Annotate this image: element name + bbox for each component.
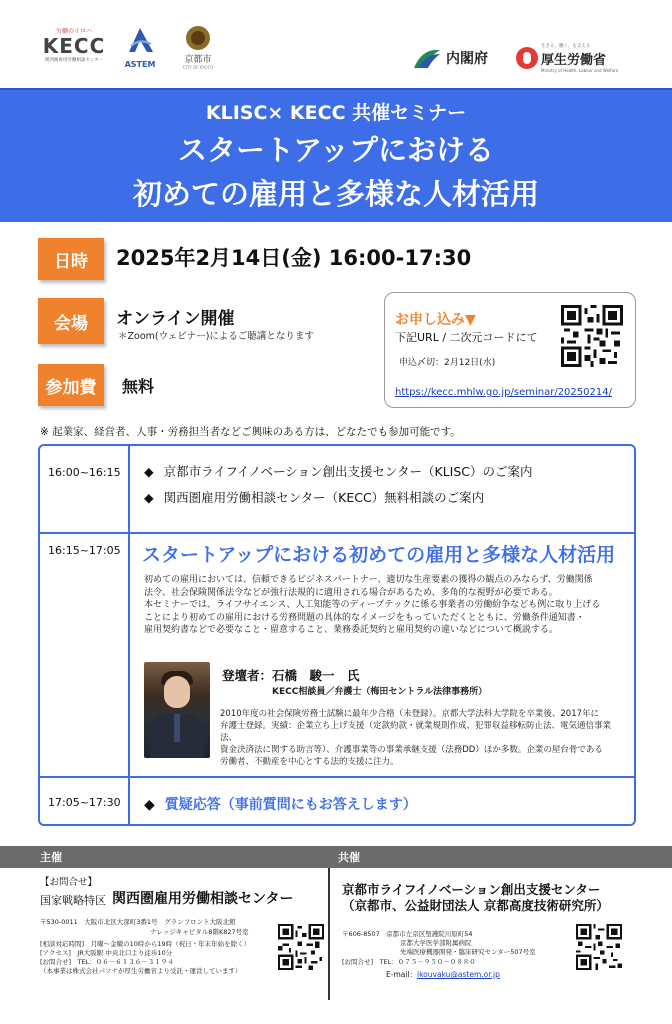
date-label: 日時 [38, 238, 104, 280]
date-value: 2025年2月14日(金) 16:00-17:30 [116, 246, 472, 270]
program-item-klisc [144, 462, 533, 480]
mhlw-name: 厚生労働省 [541, 53, 607, 68]
program-item-text: 関西圏雇用労働相談センター（KECC）無料相談のご案内 [163, 490, 485, 505]
left-info-line: [アクセス] JR大阪駅 中央北口より徒歩10分 [40, 949, 173, 957]
left-info-line: （本事業は株式会社パソナが厚生労働省より受託・運営しています） [40, 967, 242, 975]
apply-title: お申し込み▼ [395, 312, 476, 328]
kecc-logo [42, 26, 106, 63]
apply-qr-code-icon[interactable] [561, 305, 623, 367]
right-org-line1: 京都市ライフイノベーション創出支援センター [342, 882, 601, 897]
program-item-kecc [144, 488, 484, 506]
left-contact-label: 【お問合せ】 [40, 877, 98, 888]
footer-header-bar [0, 846, 672, 868]
description-line: 雇用契約書などで必要なこと・留意すること、業務委託契約と雇用契約の違いなどについて概説する。 [144, 625, 558, 635]
kecc-name: KECC [42, 34, 106, 58]
diamond-bullet-icon: ◆ [144, 490, 154, 505]
cabinet-mark-icon [412, 46, 442, 70]
mhlw-en: Ministry of Health, Labour and Welfare [541, 68, 619, 73]
left-org-name: 関西圏雇用労働相談センター [112, 891, 294, 907]
venue-note: ＊Zoom(ウェビナー)によるご聴講となります [118, 331, 314, 342]
footer-divider [328, 868, 330, 1000]
mhlw-tagline: 生きる、働く、を支える [541, 44, 591, 49]
left-address-1: 〒530-0011 大阪市北区大深町3番1号 グランフロント大阪北館 [40, 918, 236, 926]
email-label: E-mail： [386, 970, 418, 979]
description-line: ことにより初めての雇用における労務問題の具体的なイメージをもっていただくとともに、労働条件通知書・ [144, 612, 585, 623]
speaker-name: 登壇者：石橋 駿一 氏 [222, 668, 360, 683]
kyoto-crest-icon [186, 26, 210, 50]
astem-logo [118, 26, 162, 69]
organizer-header: 主催 [40, 851, 62, 864]
bio-line: 資金決済法に関する助言等）、介護事業等の事業承継支援（法務DD）ほか多数。企業の屋台骨である [220, 745, 603, 755]
right-address-line: 京都大学医学部附属病院 [400, 939, 472, 947]
session-title: スタートアップにおける初めての雇用と多様な人材活用 [142, 544, 616, 566]
right-address-line: 先端医療機器開発・臨床研究センター507号室 [400, 948, 536, 956]
time-slot-3: 17:05~17:30 [48, 796, 121, 809]
qa-text: 質疑応答（事前質問にもお答えします） [164, 797, 417, 813]
speaker-photo [144, 662, 210, 758]
left-address-2: ナレッジキャピタル8階K827号室 [150, 928, 249, 936]
kyoto-sub: CITY OF KYOTO [182, 65, 214, 70]
row-divider [40, 776, 634, 778]
seminar-title-line1: スタートアップにおける [177, 133, 495, 167]
speaker-role: KECC相談員／弁護士（梅田セントラル法律事務所） [272, 687, 488, 697]
title-banner [0, 88, 672, 222]
description-line: 法令、社会保険関係法令などが強行法規的に適用される場合があるため、多角的な視野が必要である。 [144, 587, 558, 598]
kecc-qr-code-icon[interactable] [278, 924, 324, 970]
description-line: 初めての雇用においては、信頼できるビジネスパートナー、適切な生産要素の獲得の観点のみならず、労働関係 [144, 575, 593, 585]
seminar-title-line2: 初めての雇用と多様な人材活用 [132, 177, 539, 211]
left-info-lines [40, 940, 250, 976]
kecc-tagline: 労働のイロハ [55, 28, 92, 35]
diamond-bullet-icon: ◆ [144, 464, 154, 479]
qa-item [144, 794, 417, 814]
eligibility-note: ※ 起業家、経営者、人事・労務担当者などご興味のある方は、どなたでも参加可能です。 [40, 426, 461, 438]
fee-value: 無料 [122, 377, 155, 396]
kyoto-name: 京都市 [184, 55, 212, 65]
bio-line: 弁護士登録。実績：企業立ち上げ支援（定款約款・就業規則作成、犯罪収益移転防止法、電気通信事業法、 [220, 721, 612, 743]
fee-label: 参加費 [38, 364, 104, 406]
right-address-line: 〒606-8507 京都市左京区聖護院川原町54 [342, 930, 473, 938]
cabinet-name: 内閣府 [446, 51, 488, 67]
venue-label: 会場 [38, 298, 104, 344]
mhlw-logo [516, 40, 618, 76]
apply-url-link[interactable]: https://kecc.mhlw.go.jp/seminar/20250214/ [395, 387, 612, 398]
left-org-prefix: 国家戦略特区 [40, 894, 106, 907]
description-line: 本セミナーでは、ライフサイエンス、人工知能等のディープテックに係る事業者の労働紛争なども例に取り上げる [144, 600, 601, 610]
venue-value: オンライン開催 [116, 309, 235, 329]
right-org-line2: （京都市、公益財団法人 京都高度技術研究所） [342, 898, 609, 913]
kecc-sub: 関西圏雇用労働相談センター [44, 58, 104, 63]
session-description [144, 574, 624, 637]
kyoto-logo [178, 26, 218, 70]
time-slot-1: 16:00~16:15 [48, 466, 121, 479]
bio-line: 労働者、不動産を中心とする法的支援に注力。 [220, 757, 399, 767]
row-divider [40, 532, 634, 534]
apply-deadline: 申込〆切：2月12日(水) [399, 358, 496, 368]
right-address [342, 930, 536, 957]
astem-name: ASTEM [124, 60, 156, 69]
program-item-text: 京都市ライフイノベーション創出支援センター（KLISC）のご案内 [163, 464, 533, 479]
apply-text: 下記URL / 二次元コードにて [395, 331, 538, 344]
co-organizer-header: 共催 [338, 851, 360, 864]
mhlw-mark-icon [516, 47, 538, 69]
right-tel: [お問合せ] TEL：０７５－９５０－０８８０ [342, 958, 476, 966]
cabinet-logo [412, 40, 488, 76]
program-table [38, 444, 636, 826]
astem-mark-icon [125, 26, 155, 56]
diamond-bullet-icon: ◆ [144, 797, 155, 813]
time-slot-2: 16:15~17:05 [48, 544, 121, 557]
bio-line: 2010年度の社会保険労務士試験に最年少合格（未登録）。京都大学法科大学院を卒業後、2017年に [220, 709, 600, 719]
left-info-line: [お問合せ] TEL：０６－６１３６－３１９４ [40, 958, 174, 966]
speaker-bio [220, 708, 626, 768]
email-link[interactable]: ikouvaku@astem.or.jp [417, 970, 500, 979]
klisc-qr-code-icon[interactable] [576, 924, 622, 970]
right-logos [412, 40, 662, 76]
seminar-subtitle: KLISC× KECC 共催セミナー [205, 102, 467, 124]
right-email-row [386, 969, 500, 980]
apply-box [384, 292, 636, 408]
time-column [40, 446, 130, 824]
left-info-line: [相談対応時間] 月曜～金曜の10時から19時（祝日・年末年始を除く） [40, 940, 251, 948]
